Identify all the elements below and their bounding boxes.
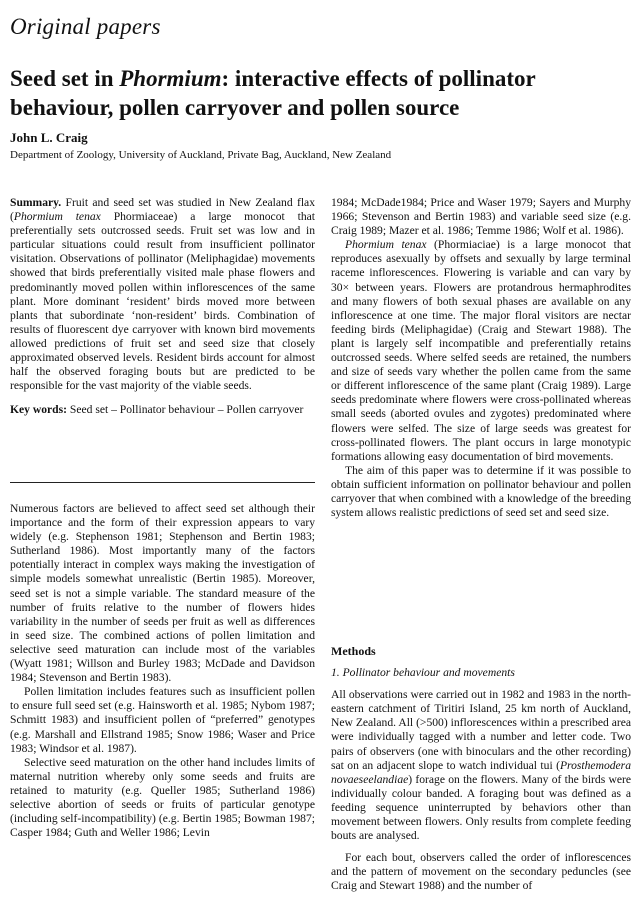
methods-paragraph-1 [331, 688, 631, 843]
right-paragraph-2 [331, 238, 631, 464]
title-part2: : interactive effects of pollinator behaviour, pollen carryover and pollen source [10, 66, 536, 120]
summary-label: Summary. [10, 196, 62, 209]
abstract-block [10, 196, 315, 417]
m1-text-b: ) forage on the flowers. Many of the birds were individually colour banded. A foraging bout was defined as a feeding sequence uninterrupted by behaviors other than movement between flowers. Only results from complete feeding bouts are analysed. [331, 772, 631, 843]
right-paragraph-1: 1984; McDade1984; Price and Waser 1979; Sayers and Murphy 1966; Stevenson and Bertin 1983) and variable seed size (e.g. Craig 1989; Mazer et al. 1986; Temme 1986; Wolf et al. 1986). [331, 196, 631, 238]
summary-text-b: Phormiaceae) a large monocot that preferentially sets outcrossed seeds. Fruit set was low and in particular situations could result from insufficient pollinator visitation. Observations of pollinator (Meliphagidae) movements showed that birds preferentially visited male phase flowers and predominantly moved pollen within inflorescences of the same plant. More dominant ‘resident’ birds moved more between plants that subordinate ‘non-resident’ birds. Combination of results of fluorescent dye carryover with known bird movements allowed predictions of fruit set and seed size that closely approximated observed levels. Resident birds account for almost half the observed foraging bouts but are predicted to be responsible for the vast majority of the viable seeds. [10, 210, 315, 393]
summary-paragraph [10, 196, 315, 393]
methods-paragraph-2: For each bout, observers called the order of inflorescences and the pattern of movement on the secondary peduncles (see Craig and Stewart 1988) and the number of [331, 851, 631, 893]
summary-species: Phormium tenax [13, 210, 101, 224]
keywords-text: Seed set – Pollinator behaviour – Pollen carryover [67, 403, 304, 417]
intro-paragraph-1: Numerous factors are believed to affect seed set although their importance and the form of their expression appears to vary widely (e.g. Stephenson 1981; Stephenson and Bertin 1983; Sutherland 1986). Most importantly many of the factors potentially interact in complex ways making the investigation of simple models somewhat unrealistic (Bertin 1985). Moreover, seed set is not a simple variable. The standard measure of the number of fruits relative to the number of flowers hides variability in the number of seeds per fruit as well as differences in seed size. The combined actions of pollen limitation and selective seed maturation can include most of the variables (Wyatt 1981; Willson and Burley 1983; McDade and Davidson 1984; Stevenson and Bertin 1983). [10, 502, 315, 685]
abstract-divider [10, 482, 315, 483]
title-genus: Phormium [119, 66, 222, 91]
m1-species: Prosthemodera novaeseelandiae [331, 758, 631, 786]
title-part1: Seed set in [10, 66, 120, 91]
paper-title [10, 64, 630, 122]
intro-paragraph-2: Pollen limitation includes features such as insufficient pollen to ensure full seed set (e.g. Hainsworth et al. 1985; Nybom 1987; Schmitt 1983) and insufficient pollen of “preferred” genotypes (e.g. Marshall and Ellstrand 1985; Snow 1986; Waser and Price 1983; Windsor et al. 1987). [10, 685, 315, 755]
section-label: Original papers [10, 14, 161, 39]
intro-paragraph-3: Selective seed maturation on the other hand includes limits of maternal nutrition whereby only some seeds and fruits are retained to maturity (e.g. Queller 1985; Sutherland 1986) selective abortion of seeds or fruits of particular genotype (including self-incompatibility) (e.g. Bertin 1985; Bowman 1987; Casper 1984; Guth and Weller 1986; Levin [10, 755, 315, 840]
right-p2-species: Phormium tenax [345, 238, 427, 252]
summary-text-a: Fruit and seed set was studied in New Zealand flax ( [10, 196, 315, 224]
right-p2-text: (Phormiaciae) is a large monocot that reproduces asexually by offsets and sexually by large terminal raceme inflorescences. Flowering is variable and can vary by 30× between years. Flowers are protandrous hermaphrodites and many flowers of both sexual phases are available on any inflorescence at one time. The major floral visitors are nectar feeding birds (Meliphagidae) (Craig and Stewart 1988). The plant is largely self incompatible and preferentially retains outcrossed seeds. Where selfed seeds are retained, the numbers and size of seeds vary whether the pollen came from the same or different inflorescence of the same plant (Craig 1989). Large seeds predominate where flowers were cross-pollinated whereas small seeds (aborted ovules and zygotes) predominated where flowers were selfed. The size of large seeds was greatest for cross-pollinated flowers. The plant occurs in large monotypic formations allowing easy documentation of bird movements. [331, 238, 631, 463]
m1-text-a: All observations were carried out in 1982 and 1983 in the north-eastern catchment of Tiritiri Island, 25 km north of Auckland, New Zealand. All (>500) inflorescences within a prescribed area were individually tagged with a number and letter code. Two pairs of observers (one with binoculars and the other recording) sat on an adjacent slope to watch individual tui ( [331, 688, 631, 772]
methods-block [331, 644, 631, 894]
keywords-label: Key words: [10, 403, 67, 417]
right-column [331, 196, 631, 520]
author-affiliation: Department of Zoology, University of Auckland, Private Bag, Auckland, New Zealand [10, 149, 392, 161]
introduction-block [10, 502, 315, 840]
methods-subheading: 1. Pollinator behaviour and movements [331, 666, 515, 680]
keywords-paragraph [10, 403, 315, 417]
author-name: John L. Craig [10, 130, 88, 145]
methods-heading: Methods [331, 644, 376, 658]
right-paragraph-3: The aim of this paper was to determine if it was possible to obtain sufficient information on pollinator behaviour and pollen carryover that when combined with a knowledge of the breeding system allows realistic predictions of seed set and seed size. [331, 463, 631, 520]
